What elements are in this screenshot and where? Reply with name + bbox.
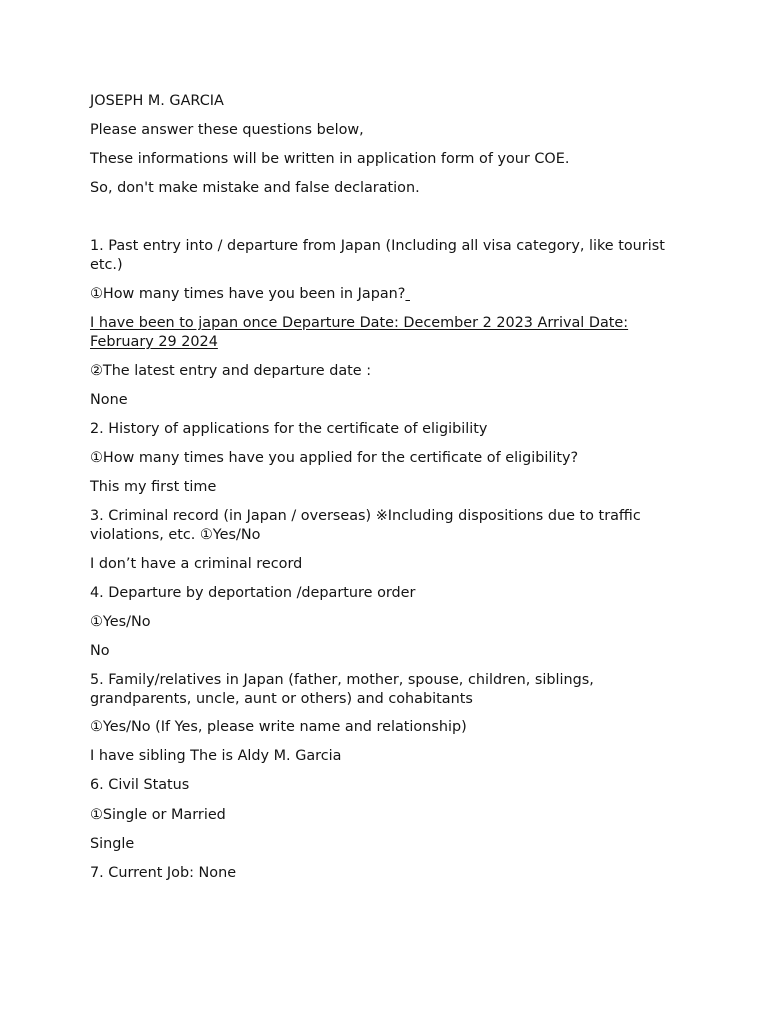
applicant-name: JOSEPH M. GARCIA [90, 93, 224, 109]
q5-title: 5. Family/relatives in Japan (father, mother, spouse, children, siblings, grandparents, uncle, aunt or others) and cohabitants [90, 672, 594, 707]
q4-title: 4. Departure by deportation /departure order [90, 585, 416, 601]
q6-answer-1: Single [90, 836, 135, 852]
q2-answer-1: This my first time [90, 479, 217, 495]
q3-title: 3. Criminal record (in Japan / overseas) ※Including dispositions due to traffic violations, etc. ①Yes/No [90, 508, 641, 543]
q1-title: 1. Past entry into / departure from Japan (Including all visa category, like tourist etc.) [90, 238, 665, 273]
q1-answer-1: I have been to japan once Departure Date: December 2 2023 Arrival Date: February 29 2024 [90, 315, 629, 350]
q1-sub-question-2: ②The latest entry and departure date : [90, 363, 372, 379]
q1-answer-2: None [90, 392, 128, 408]
intro-line-1: Please answer these questions below, [90, 122, 364, 138]
q6-title: 6. Civil Status [90, 777, 190, 793]
q2-sub-question-1: ①How many times have you applied for the certificate of eligibility? [90, 450, 579, 466]
q5-answer-1: I have sibling The is Aldy M. Garcia [90, 748, 342, 764]
q3-answer-1: I don’t have a criminal record [90, 556, 303, 572]
q4-answer-1: No [90, 643, 110, 659]
q4-sub-question-1: ①Yes/No [90, 614, 151, 630]
intro-line-3: So, don't make mistake and false declaration. [90, 180, 420, 196]
intro-line-2: These informations will be written in application form of your COE. [90, 151, 570, 167]
q1-sub-question-1: ①How many times have you been in Japan? [90, 286, 406, 302]
q6-sub-question-1: ①Single or Married [90, 807, 226, 823]
q2-title: 2. History of applications for the certificate of eligibility [90, 421, 488, 437]
q7-title: 7. Current Job: None [90, 865, 237, 881]
q5-sub-question-1: ①Yes/No (If Yes, please write name and relationship) [90, 719, 467, 735]
